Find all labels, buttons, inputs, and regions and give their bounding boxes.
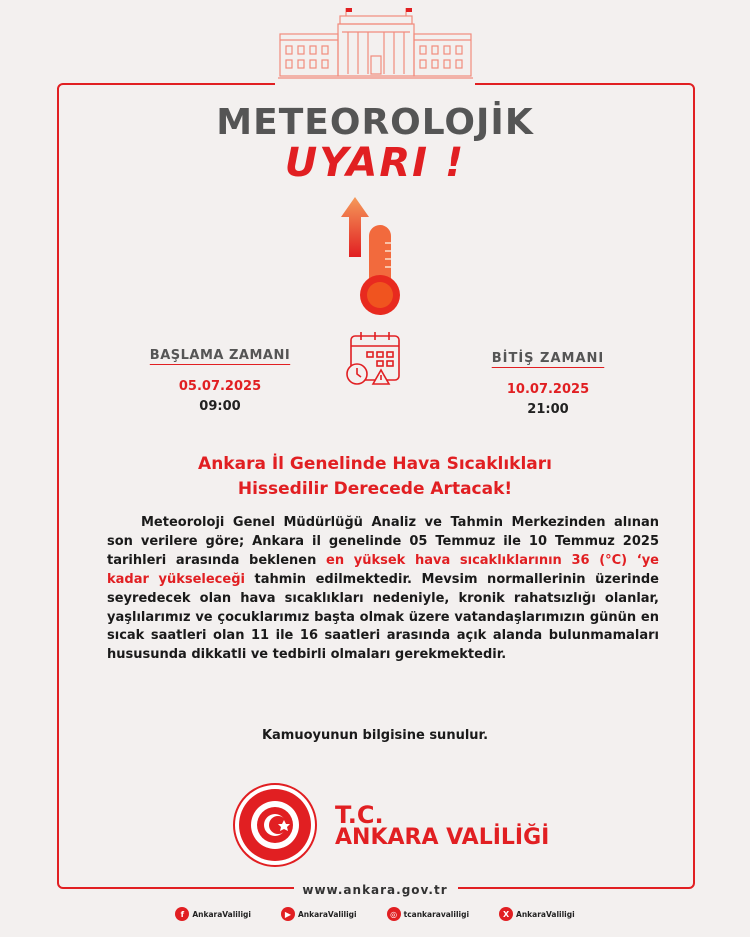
social-instagram[interactable] — [387, 907, 469, 921]
headline-line-2: Hissedilir Derecede Artacak! — [237, 479, 513, 499]
thermometer-up-icon — [335, 195, 415, 320]
website-link[interactable]: www.ankara.gov.tr — [302, 883, 448, 897]
closing-statement: Kamuoyunun bilgisine sunulur. — [261, 728, 489, 743]
facebook-icon: f — [175, 907, 189, 921]
social-facebook[interactable] — [175, 907, 251, 921]
ankara-governorship-seal-icon — [232, 782, 318, 868]
start-date: 05.07.2025 — [178, 379, 262, 394]
end-date: 10.07.2025 — [506, 382, 590, 397]
org-name-line-2: ANKARA VALİLİĞİ — [335, 825, 550, 850]
alert-title: METEOROLOJİK — [216, 102, 534, 143]
alert-subtitle: UYARI ! — [284, 140, 466, 186]
social-links — [0, 907, 750, 921]
body-part-1: Meteoroloji Genel Müdürlüğü Analiz ve Tahmin Merkezinden alınan son verilere göre; Ankara il genelinde 05 Temmuz ile 10 Temmuz 2025 tarihleri arasında beklenen — [107, 515, 659, 568]
x-icon: X — [499, 907, 513, 921]
youtube-icon: ▶ — [281, 907, 295, 921]
end-time: 21:00 — [527, 402, 569, 417]
end-time-label: BİTİŞ ZAMANI — [491, 351, 605, 366]
calendar-clock-icon — [345, 330, 405, 390]
announcement-headline — [80, 452, 670, 502]
end-datetime — [458, 380, 638, 420]
org-name-line-1: T.C. — [335, 801, 384, 829]
facebook-handle: AnkaraValiligi — [192, 909, 251, 919]
youtube-handle: AnkaraValiligi — [297, 909, 357, 919]
start-datetime — [130, 377, 310, 417]
social-youtube[interactable] — [281, 907, 357, 921]
instagram-handle: tcankaravaliligi — [403, 909, 470, 919]
announcement-body — [107, 514, 659, 665]
headline-line-1: Ankara İl Genelinde Hava Sıcaklıkları — [198, 454, 552, 474]
start-time-label: BAŞLAMA ZAMANI — [149, 348, 291, 363]
social-x[interactable] — [499, 907, 575, 921]
body-highlight: en yüksek hava sıcaklıklarının 36 (°C) ‘ye kadar yükseleceği — [107, 552, 659, 587]
body-part-2: tahmin edilmektedir. Mevsim normallerinin üzerinde seyredecek olan hava sıcaklıkları nedeniyle, kronik rahatsızlığı olanlar, yaşlılarımız ve çocuklarımız başta olmak üzere vatandaşlarımızın günün en sıcak saatleri olan 11 ile 16 saatleri arasında açık alanda bulunmamaları hususunda dikkatli ve tedbirli olmaları gerekmektedir. — [107, 571, 659, 663]
government-building-icon — [278, 6, 473, 81]
start-time: 09:00 — [199, 399, 241, 414]
x-handle: AnkaraValiligi — [516, 909, 575, 919]
instagram-icon: ◎ — [387, 907, 401, 921]
